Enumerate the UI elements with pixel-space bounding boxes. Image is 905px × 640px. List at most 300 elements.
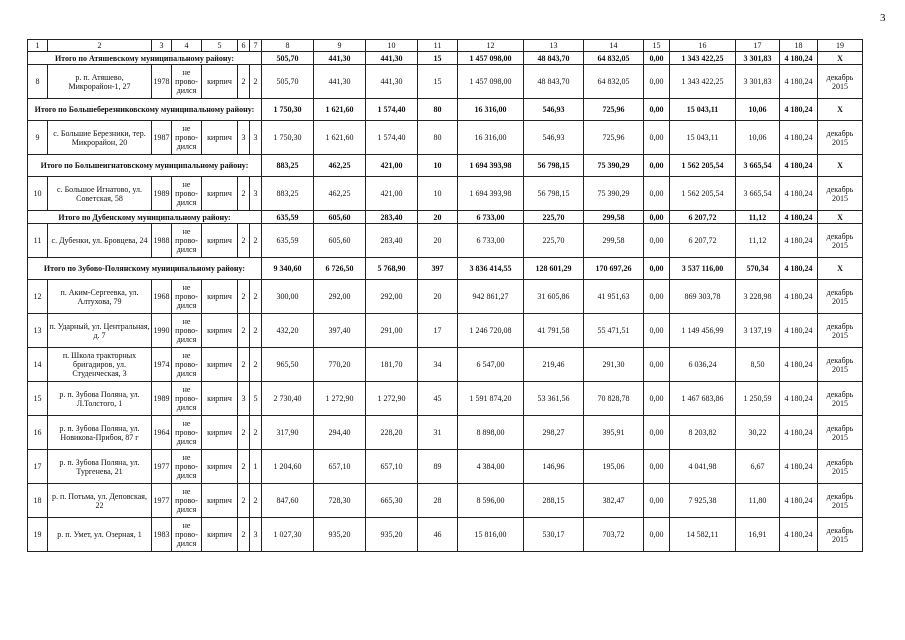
entrances-cell: 2 [250,280,262,314]
wall-material-cell: кирпич [202,416,238,450]
district-total-label: Итого по Атяшевскому муниципальному району: [28,52,262,65]
row-number-cell: 15 [28,382,48,416]
repair-status-cell: не прово-дился [172,121,202,155]
value-cell: 942 861,27 [458,280,524,314]
floors-cell: 2 [238,314,250,348]
wall-material-cell: кирпич [202,484,238,518]
value-cell: 462,25 [314,177,366,211]
total-value-cell: 16 316,00 [458,99,524,121]
value-cell: 1 562 205,54 [670,177,736,211]
column-number-cell: 15 [644,40,670,52]
total-value-cell: 75 390,29 [584,155,644,177]
column-number-row [28,40,863,52]
value-cell: 4 180,24 [780,450,818,484]
column-number-cell: 8 [262,40,314,52]
value-cell: 45 [418,382,458,416]
deadline-cell: декабрь 2015 [818,177,863,211]
total-value-cell: 1 562 205,54 [670,155,736,177]
value-cell: 0,00 [644,348,670,382]
value-cell: 299,58 [584,224,644,258]
total-value-cell: 128 601,29 [524,258,584,280]
entrances-cell: 3 [250,177,262,211]
entrances-cell: 2 [250,65,262,99]
value-cell: 1 027,30 [262,518,314,552]
value-cell: 4 180,24 [780,314,818,348]
value-cell: 228,20 [366,416,418,450]
value-cell: 0,00 [644,518,670,552]
total-value-cell: 505,70 [262,52,314,65]
floors-cell: 2 [238,65,250,99]
value-cell: 6 733,00 [458,224,524,258]
value-cell: 0,00 [644,382,670,416]
row-number-cell: 16 [28,416,48,450]
total-value-cell: 0,00 [644,52,670,65]
total-value-cell: 15 043,11 [670,99,736,121]
row-number-cell: 19 [28,518,48,552]
value-cell: 0,00 [644,280,670,314]
wall-material-cell: кирпич [202,518,238,552]
value-cell: 294,40 [314,416,366,450]
deadline-cell: декабрь 2015 [818,518,863,552]
total-value-cell: 1 343 422,25 [670,52,736,65]
value-cell: 4 180,24 [780,177,818,211]
total-value-cell: 10 [418,155,458,177]
column-number-cell: 11 [418,40,458,52]
district-total-row [28,258,863,280]
total-value-cell: 462,25 [314,155,366,177]
total-value-cell: 1 694 393,98 [458,155,524,177]
entrances-cell: 3 [250,121,262,155]
repair-status-cell: не прово-дился [172,416,202,450]
row-number-cell: 10 [28,177,48,211]
total-value-cell: 4 180,24 [780,99,818,121]
deadline-cell: декабрь 2015 [818,484,863,518]
value-cell: 64 832,05 [584,65,644,99]
value-cell: 1 272,90 [314,382,366,416]
value-cell: 530,17 [524,518,584,552]
value-cell: 4 384,00 [458,450,524,484]
address-cell: с. Большое Игнатово, ул. Советская, 58 [48,177,152,211]
total-value-cell: X [818,52,863,65]
deadline-cell: декабрь 2015 [818,65,863,99]
value-cell: 4 180,24 [780,224,818,258]
value-cell: 1 343 422,25 [670,65,736,99]
address-cell: п. Аким-Сергеевка, ул. Алтухова, 79 [48,280,152,314]
total-value-cell: 11,12 [736,211,780,224]
value-cell: 432,20 [262,314,314,348]
value-cell: 298,27 [524,416,584,450]
total-value-cell: 4 180,24 [780,52,818,65]
wall-material-cell: кирпич [202,65,238,99]
value-cell: 34 [418,348,458,382]
value-cell: 28 [418,484,458,518]
value-cell: 292,00 [366,280,418,314]
value-cell: 4 180,24 [780,416,818,450]
total-value-cell: 56 798,15 [524,155,584,177]
floors-cell: 2 [238,416,250,450]
value-cell: 657,10 [314,450,366,484]
column-number-cell: 16 [670,40,736,52]
value-cell: 3 665,54 [736,177,780,211]
page-number: 3 [880,12,886,24]
table-row [28,382,863,416]
deadline-cell: декабрь 2015 [818,348,863,382]
value-cell: 11,12 [736,224,780,258]
housing-register-table [27,39,863,552]
value-cell: 56 798,15 [524,177,584,211]
year-cell: 1978 [152,65,172,99]
value-cell: 1 591 874,20 [458,382,524,416]
total-value-cell: 605,60 [314,211,366,224]
floors-cell: 2 [238,224,250,258]
address-cell: с. Большие Березники, тер. Микрорайон, 20 [48,121,152,155]
deadline-cell: декабрь 2015 [818,224,863,258]
value-cell: 883,25 [262,177,314,211]
value-cell: 6 036,24 [670,348,736,382]
value-cell: 41 791,58 [524,314,584,348]
value-cell: 8 203,82 [670,416,736,450]
row-number-cell: 18 [28,484,48,518]
value-cell: 10,06 [736,121,780,155]
year-cell: 1989 [152,382,172,416]
repair-status-cell: не прово-дился [172,382,202,416]
value-cell: 75 390,29 [584,177,644,211]
year-cell: 1977 [152,484,172,518]
deadline-cell: декабрь 2015 [818,314,863,348]
value-cell: 46 [418,518,458,552]
total-value-cell: 0,00 [644,99,670,121]
value-cell: 2 730,40 [262,382,314,416]
wall-material-cell: кирпич [202,280,238,314]
column-number-cell: 12 [458,40,524,52]
total-value-cell: 6 207,72 [670,211,736,224]
row-number-cell: 13 [28,314,48,348]
total-value-cell: 1 574,40 [366,99,418,121]
address-cell: р. п. Умет, ул. Озерная, 1 [48,518,152,552]
year-cell: 1983 [152,518,172,552]
value-cell: 869 303,78 [670,280,736,314]
row-number-cell: 12 [28,280,48,314]
value-cell: 70 828,78 [584,382,644,416]
value-cell: 10 [418,177,458,211]
total-value-cell: 0,00 [644,155,670,177]
table-row [28,280,863,314]
entrances-cell: 2 [250,348,262,382]
value-cell: 725,96 [584,121,644,155]
total-value-cell: 9 340,60 [262,258,314,280]
repair-status-cell: не прово-дился [172,518,202,552]
total-value-cell: 64 832,05 [584,52,644,65]
column-number-cell: 2 [48,40,152,52]
value-cell: 225,70 [524,224,584,258]
total-value-cell: 883,25 [262,155,314,177]
total-value-cell: 4 180,24 [780,258,818,280]
entrances-cell: 2 [250,224,262,258]
column-number-cell: 19 [818,40,863,52]
column-number-cell: 4 [172,40,202,52]
table-row [28,177,863,211]
total-value-cell: 421,00 [366,155,418,177]
value-cell: 965,50 [262,348,314,382]
column-number-cell: 9 [314,40,366,52]
value-cell: 30,22 [736,416,780,450]
year-cell: 1990 [152,314,172,348]
value-cell: 0,00 [644,177,670,211]
value-cell: 1 621,60 [314,121,366,155]
total-value-cell: 635,59 [262,211,314,224]
value-cell: 31 605,86 [524,280,584,314]
total-value-cell: X [818,211,863,224]
value-cell: 441,30 [314,65,366,99]
value-cell: 1 250,59 [736,382,780,416]
total-value-cell: 725,96 [584,99,644,121]
total-value-cell: 546,93 [524,99,584,121]
value-cell: 4 180,24 [780,280,818,314]
value-cell: 3 301,83 [736,65,780,99]
value-cell: 4 041,98 [670,450,736,484]
value-cell: 657,10 [366,450,418,484]
district-total-label: Итого по Большеигнатовскому муниципальному району: [28,155,262,177]
total-value-cell: 1 457 098,00 [458,52,524,65]
year-cell: 1987 [152,121,172,155]
total-value-cell: 225,70 [524,211,584,224]
value-cell: 4 180,24 [780,348,818,382]
entrances-cell: 2 [250,416,262,450]
repair-status-cell: не прово-дился [172,450,202,484]
value-cell: 421,00 [366,177,418,211]
total-value-cell: 3 665,54 [736,155,780,177]
value-cell: 4 180,24 [780,518,818,552]
column-number-cell: 14 [584,40,644,52]
value-cell: 20 [418,224,458,258]
floors-cell: 2 [238,280,250,314]
total-value-cell: 283,40 [366,211,418,224]
value-cell: 3 137,19 [736,314,780,348]
total-value-cell: 441,30 [366,52,418,65]
value-cell: 291,30 [584,348,644,382]
value-cell: 847,60 [262,484,314,518]
district-total-row [28,52,863,65]
total-value-cell: 6 726,50 [314,258,366,280]
floors-cell: 2 [238,348,250,382]
value-cell: 16 316,00 [458,121,524,155]
total-value-cell: 80 [418,99,458,121]
entrances-cell: 1 [250,450,262,484]
value-cell: 53 361,56 [524,382,584,416]
column-number-cell: 18 [780,40,818,52]
value-cell: 0,00 [644,224,670,258]
column-number-cell: 7 [250,40,262,52]
row-number-cell: 14 [28,348,48,382]
value-cell: 1 149 456,99 [670,314,736,348]
value-cell: 770,20 [314,348,366,382]
deadline-cell: декабрь 2015 [818,280,863,314]
address-cell: р. п. Зубова Поляна, ул. Тургенева, 21 [48,450,152,484]
value-cell: 15 816,00 [458,518,524,552]
column-number-cell: 3 [152,40,172,52]
total-value-cell: 170 697,26 [584,258,644,280]
value-cell: 703,72 [584,518,644,552]
value-cell: 505,70 [262,65,314,99]
total-value-cell: 299,58 [584,211,644,224]
repair-status-cell: не прово-дился [172,314,202,348]
entrances-cell: 3 [250,518,262,552]
value-cell: 6,67 [736,450,780,484]
table-row [28,314,863,348]
total-value-cell: 20 [418,211,458,224]
value-cell: 8 596,00 [458,484,524,518]
total-value-cell: 4 180,24 [780,211,818,224]
value-cell: 17 [418,314,458,348]
value-cell: 41 951,63 [584,280,644,314]
value-cell: 31 [418,416,458,450]
year-cell: 1988 [152,224,172,258]
address-cell: п. Ударный, ул. Центральная, д. 7 [48,314,152,348]
deadline-cell: декабрь 2015 [818,416,863,450]
value-cell: 1 750,30 [262,121,314,155]
year-cell: 1968 [152,280,172,314]
floors-cell: 3 [238,121,250,155]
floors-cell: 2 [238,484,250,518]
value-cell: 635,59 [262,224,314,258]
value-cell: 292,00 [314,280,366,314]
value-cell: 3 228,98 [736,280,780,314]
value-cell: 7 925,38 [670,484,736,518]
table-row [28,65,863,99]
deadline-cell: декабрь 2015 [818,450,863,484]
table-row [28,484,863,518]
value-cell: 8 898,00 [458,416,524,450]
repair-status-cell: не прово-дился [172,177,202,211]
entrances-cell: 2 [250,314,262,348]
value-cell: 6 547,00 [458,348,524,382]
total-value-cell: X [818,258,863,280]
value-cell: 4 180,24 [780,121,818,155]
wall-material-cell: кирпич [202,314,238,348]
column-number-cell: 6 [238,40,250,52]
repair-status-cell: не прово-дился [172,224,202,258]
entrances-cell: 5 [250,382,262,416]
address-cell: р. п. Зубова Поляна, ул. Новикова-Прибоя, 87 г [48,416,152,450]
table-row [28,518,863,552]
district-total-label: Итого по Дубенскому муниципальному району: [28,211,262,224]
address-cell: п. Школа тракторных бригадиров, ул. Студенческая, 3 [48,348,152,382]
value-cell: 4 180,24 [780,65,818,99]
total-value-cell: 3 537 116,00 [670,258,736,280]
value-cell: 4 180,24 [780,382,818,416]
row-number-cell: 17 [28,450,48,484]
value-cell: 0,00 [644,416,670,450]
column-number-cell: 5 [202,40,238,52]
value-cell: 80 [418,121,458,155]
value-cell: 1 204,60 [262,450,314,484]
value-cell: 8,50 [736,348,780,382]
table-row [28,416,863,450]
value-cell: 1 574,40 [366,121,418,155]
value-cell: 1 457 098,00 [458,65,524,99]
repair-status-cell: не прово-дился [172,65,202,99]
column-number-cell: 10 [366,40,418,52]
value-cell: 291,00 [366,314,418,348]
total-value-cell: 5 768,90 [366,258,418,280]
row-number-cell: 8 [28,65,48,99]
column-number-cell: 17 [736,40,780,52]
value-cell: 395,91 [584,416,644,450]
district-total-row [28,99,863,121]
address-cell: р. п. Атяшево, Микрорайон-1, 27 [48,65,152,99]
value-cell: 935,20 [366,518,418,552]
total-value-cell: 6 733,00 [458,211,524,224]
value-cell: 283,40 [366,224,418,258]
floors-cell: 3 [238,382,250,416]
value-cell: 0,00 [644,450,670,484]
value-cell: 6 207,72 [670,224,736,258]
total-value-cell: 3 301,83 [736,52,780,65]
value-cell: 15 043,11 [670,121,736,155]
value-cell: 1 694 393,98 [458,177,524,211]
address-cell: с. Дубенки, ул. Бровцева, 24 [48,224,152,258]
column-number-cell: 13 [524,40,584,52]
floors-cell: 2 [238,177,250,211]
value-cell: 146,96 [524,450,584,484]
value-cell: 181,70 [366,348,418,382]
total-value-cell: X [818,99,863,121]
value-cell: 20 [418,280,458,314]
value-cell: 0,00 [644,484,670,518]
table-row [28,348,863,382]
address-cell: р. п. Потьма, ул. Деповская, 22 [48,484,152,518]
total-value-cell: 0,00 [644,258,670,280]
value-cell: 665,30 [366,484,418,518]
value-cell: 935,20 [314,518,366,552]
value-cell: 288,15 [524,484,584,518]
total-value-cell: 4 180,24 [780,155,818,177]
district-total-label: Итого по Зубово-Полянскому муниципальному району: [28,258,262,280]
total-value-cell: 1 750,30 [262,99,314,121]
wall-material-cell: кирпич [202,348,238,382]
value-cell: 605,60 [314,224,366,258]
row-number-cell: 11 [28,224,48,258]
year-cell: 1977 [152,450,172,484]
table-row [28,450,863,484]
value-cell: 0,00 [644,65,670,99]
value-cell: 16,91 [736,518,780,552]
value-cell: 1 246 720,08 [458,314,524,348]
value-cell: 89 [418,450,458,484]
column-number-cell: 1 [28,40,48,52]
year-cell: 1974 [152,348,172,382]
district-total-row [28,155,863,177]
repair-status-cell: не прово-дился [172,484,202,518]
value-cell: 728,30 [314,484,366,518]
floors-cell: 2 [238,450,250,484]
value-cell: 48 843,70 [524,65,584,99]
value-cell: 546,93 [524,121,584,155]
district-total-label: Итого по Большеберезниковскому муниципальному району: [28,99,262,121]
value-cell: 1 272,90 [366,382,418,416]
total-value-cell: 15 [418,52,458,65]
address-cell: р. п. Зубова Поляна, ул. Л.Толстого, 1 [48,382,152,416]
value-cell: 4 180,24 [780,484,818,518]
value-cell: 1 467 683,86 [670,382,736,416]
row-number-cell: 9 [28,121,48,155]
district-total-row [28,211,863,224]
total-value-cell: 10,06 [736,99,780,121]
total-value-cell: 3 836 414,55 [458,258,524,280]
entrances-cell: 2 [250,484,262,518]
value-cell: 382,47 [584,484,644,518]
deadline-cell: декабрь 2015 [818,121,863,155]
